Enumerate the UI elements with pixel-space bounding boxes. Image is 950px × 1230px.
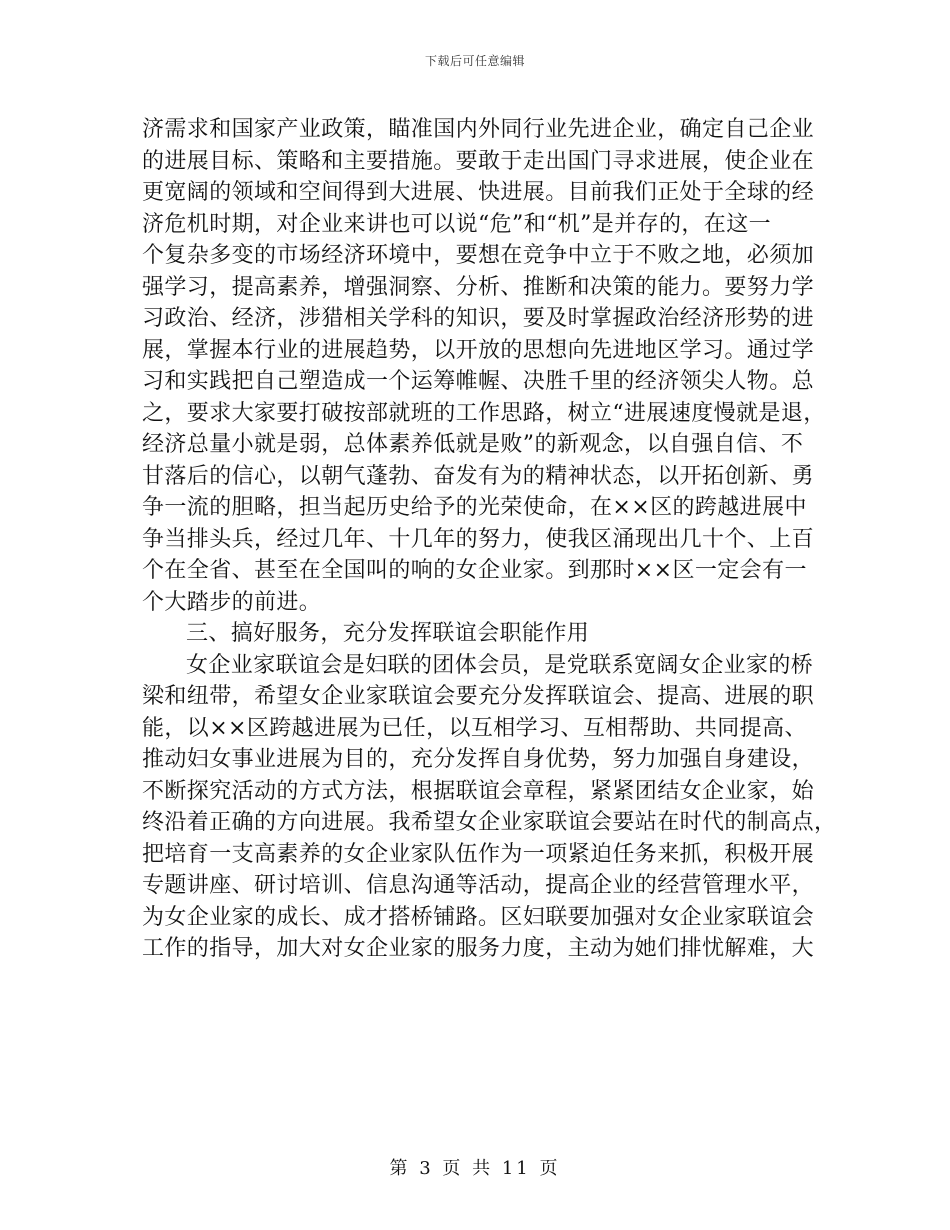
body-line: 女企业家联谊会是妇联的团体会员，是党联系宽阔女企业家的桥	[186, 652, 814, 678]
body-line: 的进展目标、策略和主要措施。要敢于走出国门寻求进展，使企业在	[142, 148, 815, 174]
body-line: 推动妇女事业进展为目的，充分发挥自身优势，努力加强自身建设，	[142, 747, 815, 772]
document-body	[142, 114, 837, 965]
body-line: 不断探究活动的方式方法，根据联谊会章程，紧紧团结女企业家，始	[142, 778, 815, 804]
body-line: 更宽阔的领域和空间得到大进展、快进展。目前我们正处于全球的经	[142, 180, 815, 205]
body-line: 经济总量小就是弱，总体素养低就是败”的新观念，以自强自信、不	[142, 432, 804, 457]
body-line: 个在全省、甚至在全国叫的响的女企业家。到那时××区一定会有一	[142, 558, 807, 583]
body-line: 个大踏步的前进。	[142, 589, 322, 615]
body-line: 为女企业家的成长、成才搭桥铺路。区妇联要加强对女企业家联谊会	[142, 904, 815, 930]
body-line: 争一流的胆略，担当起历史给予的光荣使命，在××区的跨越进展中	[142, 495, 807, 520]
page-header: 下载后可任意编辑	[424, 54, 525, 68]
body-line: 甘落后的信心，以朝气蓬勃、奋发有为的精神状态，以开拓创新、勇	[142, 463, 815, 489]
body-line: 能，以××区跨越进展为已任，以互相学习、互相帮助、共同提高、	[142, 715, 807, 741]
body-line: 济危机时期，对企业来讲也可以说“危”和“机”是并存的，在这一	[142, 211, 771, 237]
body-line: 梁和纽带，希望女企业家联谊会要充分发挥联谊会、提高、进展的职	[142, 684, 815, 709]
body-line: 强学习，提高素养，增强洞察、分析、推断和决策的能力。要努力学	[142, 274, 815, 300]
body-line: 习政治、经济，涉猎相关学科的知识，要及时掌握政治经济形势的进	[142, 306, 815, 331]
page-number: 第 3 页 共 11 页	[389, 1158, 561, 1179]
body-line: 终沿着正确的方向进展。我希望女企业家联谊会要站在时代的制高点，	[142, 810, 837, 835]
body-line: 争当排头兵，经过几年、十几年的努力，使我区涌现出几十个、上百	[142, 526, 815, 552]
section-heading: 三、搞好服务，充分发挥联谊会职能作用	[186, 621, 590, 646]
body-line: 济需求和国家产业政策，瞄准国内外同行业先进企业，确定自己企业	[142, 117, 815, 142]
body-line: 习和实践把自己塑造成一个运筹帷幄、决胜千里的经济领尖人物。总	[142, 369, 815, 394]
body-line: 工作的指导，加大对女企业家的服务力度，主动为她们排忧解难，大	[142, 936, 815, 961]
body-line: 个复杂多变的市场经济环境中，要想在竞争中立于不败之地，必须加	[142, 243, 815, 268]
body-line: 把培育一支高素养的女企业家队伍作为一项紧迫任务来抓，积极开展	[142, 841, 815, 867]
body-line: 之，要求大家要打破按部就班的工作思路，树立“进展速度慢就是退，	[142, 400, 826, 426]
body-line: 专题讲座、研讨培训、信息沟通等活动，提高企业的经营管理水平，	[142, 873, 815, 898]
body-line: 展，掌握本行业的进展趋势，以开放的思想向先进地区学习。通过学	[142, 337, 815, 363]
